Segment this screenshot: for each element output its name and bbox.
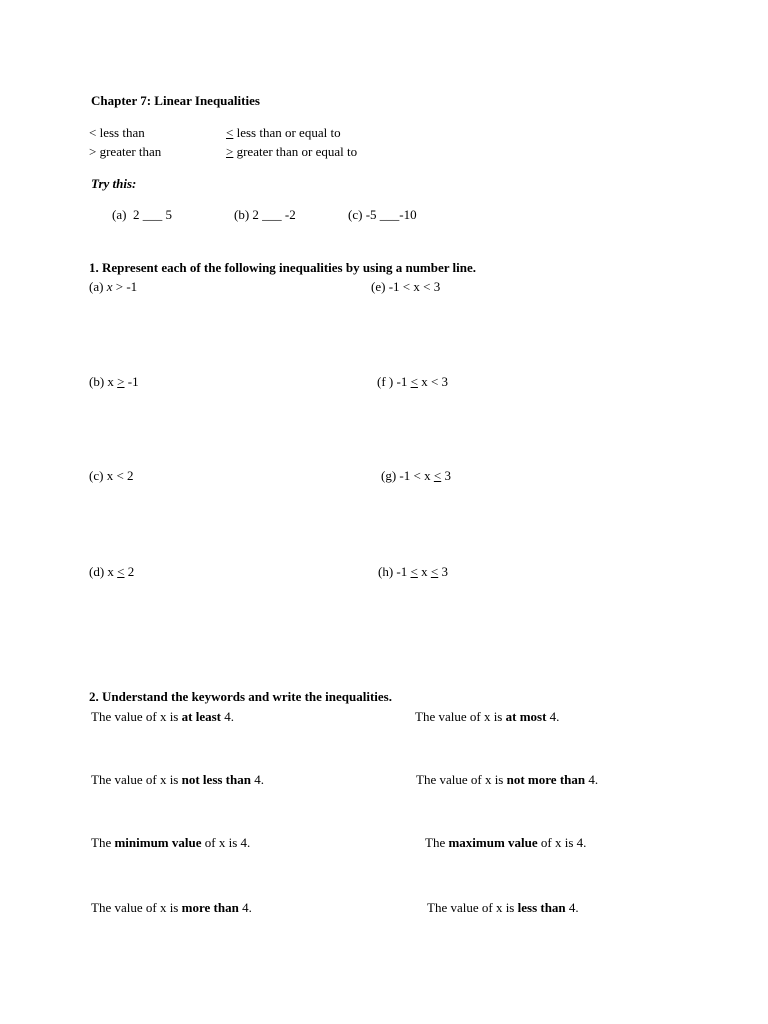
operator-2: < [433, 468, 442, 483]
statement-prefix: The value of x is [91, 772, 182, 787]
statement-suffix: 4. [546, 709, 560, 724]
operator: < [117, 564, 125, 579]
operator-2: < [430, 374, 439, 389]
upper-bound: 3 [433, 279, 441, 294]
try-this-item-c [348, 207, 417, 223]
q1-item-a [89, 279, 137, 295]
q1-item-d [89, 564, 134, 580]
item-label: (a) [112, 207, 127, 222]
question-2-heading: 2. Understand the keywords and write the inequalities. [89, 689, 392, 704]
item-label: (d) [89, 564, 105, 579]
symbol-meaning: greater than or equal to [233, 144, 358, 159]
upper-bound: 3 [444, 468, 451, 483]
operator-2: < [430, 564, 439, 579]
keyword: not more than [506, 772, 586, 787]
value: 2 [127, 564, 135, 579]
symbol-less-or-equal [226, 125, 341, 141]
statement-suffix: of x is 4. [201, 835, 251, 850]
variable: x [107, 374, 114, 389]
statement-prefix: The value of x is [91, 900, 182, 915]
operator: < [116, 468, 124, 483]
q2-item-maximum-value [425, 835, 586, 851]
keyword: minimum value [114, 835, 202, 850]
value: -1 [126, 279, 138, 294]
q1-item-f [377, 374, 448, 390]
keyword: at most [505, 709, 547, 724]
q2-item-less-than [427, 900, 579, 916]
left-value: 2 [132, 207, 140, 222]
statement-suffix: of x is 4. [537, 835, 587, 850]
keyword: more than [181, 900, 239, 915]
item-label: (c) [89, 468, 104, 483]
item-label: (e) [371, 279, 386, 294]
item-label: (h) [378, 564, 394, 579]
item-label: (b) [89, 374, 105, 389]
q2-item-not-more-than [416, 772, 598, 788]
q2-item-minimum-value [91, 835, 250, 851]
q2-item-at-most [415, 709, 559, 725]
operator-1: < [402, 279, 411, 294]
q1-item-e [371, 279, 440, 295]
q2-item-more-than [91, 900, 252, 916]
statement-suffix: 4. [565, 900, 579, 915]
value: -1 [127, 374, 139, 389]
item-label: (c) [348, 207, 363, 222]
statement-prefix: The value of x is [91, 709, 182, 724]
symbol: > [226, 144, 234, 159]
variable: x [421, 564, 428, 579]
right-value: -10 [399, 207, 417, 222]
question-1-heading: 1. Represent each of the following inequalities by using a number line. [89, 260, 477, 275]
operator-1: < [410, 374, 418, 389]
variable: x [107, 564, 114, 579]
upper-bound: 3 [441, 374, 449, 389]
statement-suffix: 4. [238, 900, 252, 915]
item-label: (f ) [377, 374, 394, 389]
symbol-meaning: less than or equal to [233, 125, 341, 140]
chapter-title: Chapter 7: Linear Inequalities [91, 93, 260, 108]
symbol-less-than [89, 125, 145, 141]
q1-item-h [378, 564, 448, 580]
left-value: 2 [252, 207, 259, 222]
statement-prefix: The value of x is [427, 900, 518, 915]
item-label: (g) [381, 468, 397, 483]
variable: x [106, 279, 113, 294]
lower-bound: -1 [396, 374, 408, 389]
keyword: not less than [181, 772, 251, 787]
item-label: (a) [89, 279, 104, 294]
q1-item-c [89, 468, 134, 484]
lower-bound: -1 [399, 468, 411, 483]
right-value: 5 [165, 207, 172, 222]
statement-prefix: The [91, 835, 115, 850]
item-label: (b) [234, 207, 250, 222]
keyword: maximum value [448, 835, 538, 850]
keyword: at least [181, 709, 221, 724]
lower-bound: -1 [388, 279, 400, 294]
right-value: -2 [284, 207, 296, 222]
keyword: less than [517, 900, 566, 915]
upper-bound: 3 [441, 564, 448, 579]
statement-prefix: The value of x is [416, 772, 507, 787]
variable: x [413, 279, 420, 294]
q2-item-not-less-than [91, 772, 264, 788]
operator: > [115, 279, 124, 294]
statement-suffix: 4. [220, 709, 234, 724]
statement-suffix: 4. [585, 772, 599, 787]
try-this-item-b [234, 207, 296, 223]
symbol-greater-or-equal [226, 144, 357, 160]
symbol: < [226, 125, 234, 140]
try-this-item-a [112, 207, 172, 223]
operator-1: < [410, 564, 418, 579]
variable: x [424, 468, 431, 483]
variable: x [106, 468, 114, 483]
operator-2: < [423, 279, 431, 294]
symbol-greater-than [89, 144, 161, 160]
blank: ___ [379, 207, 400, 222]
blank: ___ [142, 207, 163, 222]
symbol-meaning: less than [96, 125, 145, 140]
variable: x [421, 374, 428, 389]
operator-1: < [413, 468, 421, 483]
q1-item-g [381, 468, 451, 484]
symbol-meaning: greater than [96, 144, 162, 159]
statement-suffix: 4. [250, 772, 264, 787]
symbol: < [89, 125, 97, 140]
lower-bound: -1 [396, 564, 408, 579]
try-this-heading: Try this: [91, 176, 137, 191]
q1-item-b [89, 374, 139, 390]
q2-item-at-least [91, 709, 234, 725]
blank: ___ [262, 207, 282, 222]
statement-prefix: The value of x is [415, 709, 506, 724]
value: 2 [127, 468, 134, 483]
left-value: -5 [365, 207, 377, 222]
statement-prefix: The [425, 835, 449, 850]
operator: > [117, 374, 125, 389]
symbol: > [89, 144, 97, 159]
